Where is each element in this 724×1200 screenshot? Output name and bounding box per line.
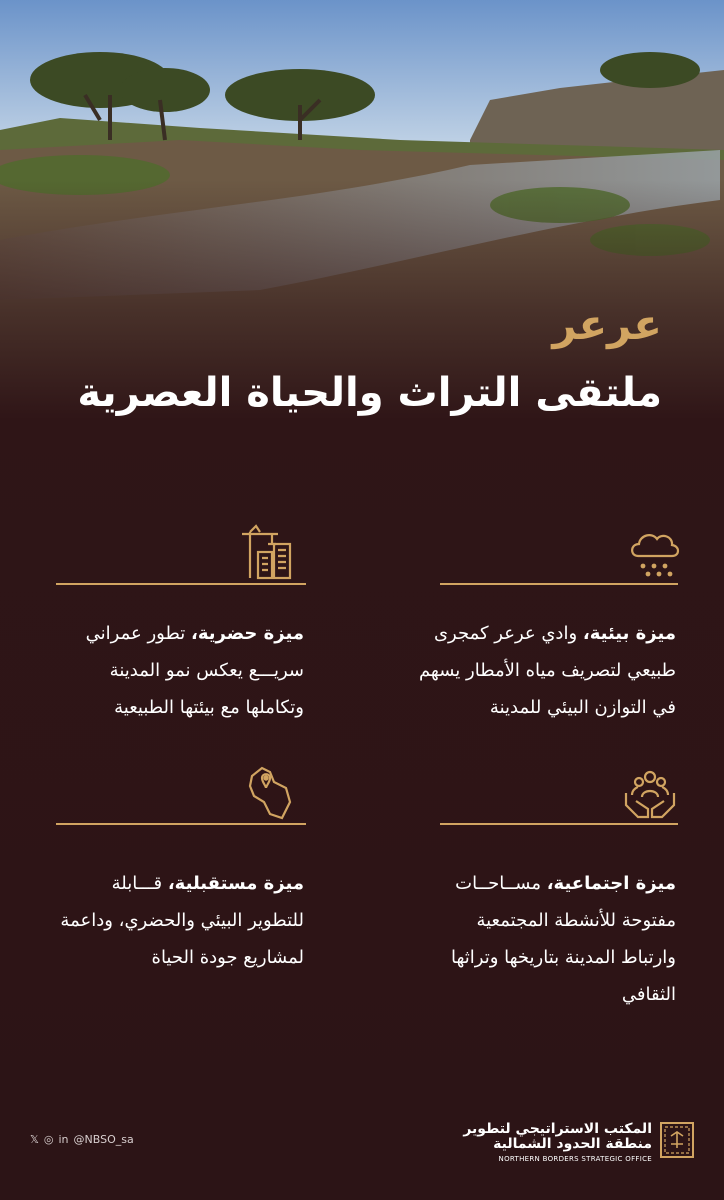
feature-text: قـــابلة للتطوير البيئي والحضري، وداعمة لمشاريع جودة الحياة — [60, 873, 304, 968]
map-pin-region-icon — [240, 762, 300, 822]
rain-cloud-icon — [624, 522, 684, 582]
construction-crane-icon — [238, 522, 298, 582]
org-name-english: NORTHERN BORDERS STRATEGIC OFFICE — [498, 1155, 652, 1163]
feature-heading: ميزة مستقبلية، — [167, 873, 304, 894]
divider — [56, 583, 306, 585]
hero-photo — [0, 0, 724, 420]
divider — [440, 583, 678, 585]
social-handle[interactable]: @NBSO_sa — [73, 1133, 134, 1146]
feature-text: مســاحــات مفتوحة للأنشطة المجتمعية وارتباط المدينة بتاريخها وتراثها الثقافي — [450, 873, 676, 1005]
social-links — [30, 1133, 134, 1146]
org-name-line2: منطقة الحدود الشمالية — [493, 1136, 652, 1152]
divider — [440, 823, 678, 825]
feature-environmental — [416, 615, 676, 726]
instagram-icon[interactable]: ◎ — [43, 1133, 54, 1146]
feature-social — [416, 865, 676, 1013]
feature-heading: ميزة اجتماعية، — [546, 873, 676, 894]
city-name: عرعر — [552, 300, 662, 349]
feature-text: وادي عرعر كمجرى طبيعي لتصريف مياه الأمطار يسهم في التوازن البيئي للمدينة — [418, 623, 676, 718]
community-hands-icon — [620, 765, 680, 825]
feature-urban — [54, 615, 304, 726]
x-icon[interactable]: 𝕏 — [30, 1133, 39, 1146]
divider — [56, 823, 306, 825]
page-title: ملتقى التراث والحياة العصرية — [77, 370, 662, 416]
feature-heading: ميزة بيئية، — [582, 623, 676, 644]
org-name-line1: المكتب الاستراتيجي لتطوير — [463, 1121, 652, 1137]
feature-future — [54, 865, 304, 976]
feature-text: تطور عمراني سريـــع يعكس نمو المدينة وتكاملها مع بيئتها الطبيعية — [85, 623, 304, 718]
org-logo-icon — [660, 1122, 694, 1158]
feature-heading: ميزة حضرية، — [190, 623, 304, 644]
linkedin-icon[interactable]: in — [58, 1133, 69, 1146]
organization-name — [463, 1122, 652, 1163]
